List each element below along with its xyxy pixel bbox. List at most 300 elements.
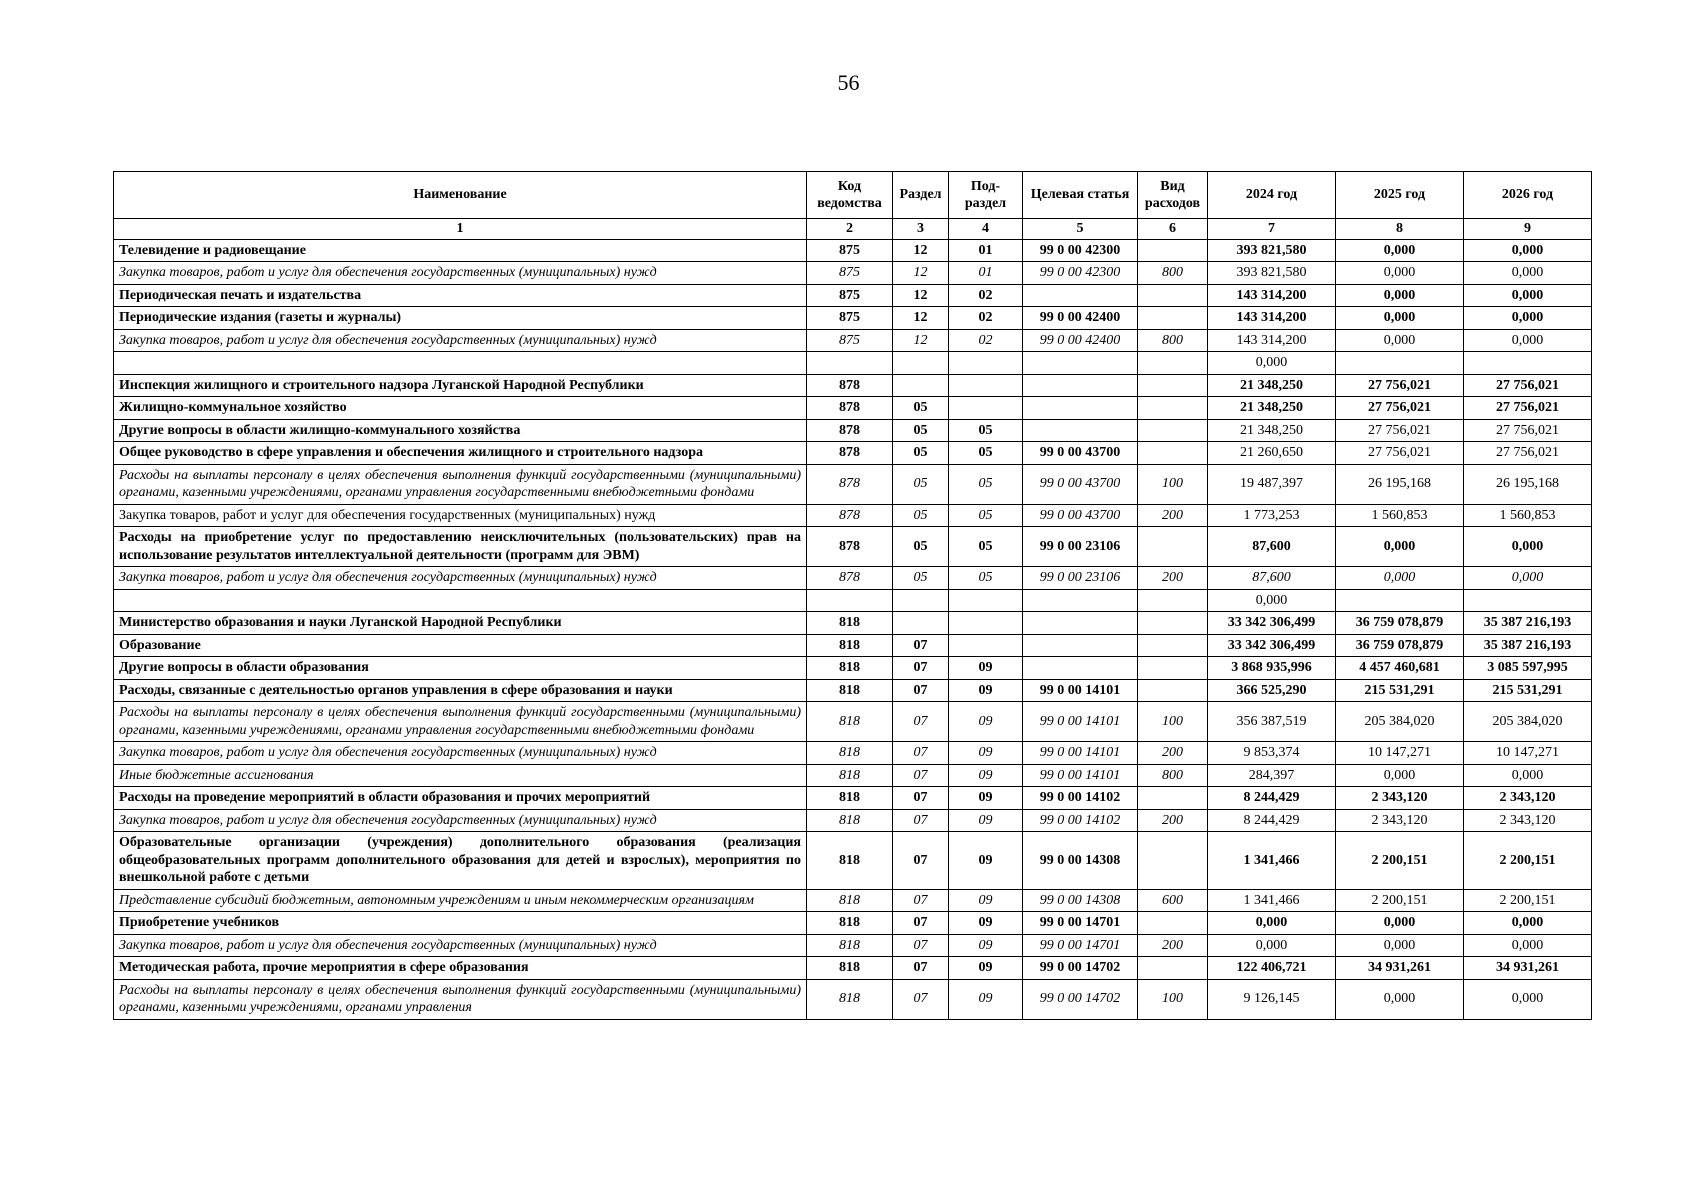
cell-2026: 0,000 [1464, 329, 1592, 352]
cell-2026: 215 531,291 [1464, 679, 1592, 702]
cell-2024: 0,000 [1208, 934, 1336, 957]
cell-subsection: 05 [949, 442, 1023, 465]
cell-name: Закупка товаров, работ и услуг для обеспечения государственных (муниципальных) нужд [114, 567, 807, 590]
cell-name: Общее руководство в сфере управления и обеспечения жилищного и строительного надзора [114, 442, 807, 465]
cell-name: Инспекция жилищного и строительного надзора Луганской Народной Республики [114, 374, 807, 397]
cell-type [1138, 679, 1208, 702]
cell-subsection: 09 [949, 889, 1023, 912]
cell-target: 99 0 00 14101 [1023, 702, 1138, 742]
cell-2024: 143 314,200 [1208, 307, 1336, 330]
cell-code: 878 [807, 442, 893, 465]
cell-subsection: 02 [949, 329, 1023, 352]
cell-name: Расходы на проведение мероприятий в области образования и прочих мероприятий [114, 787, 807, 810]
cell-2025: 0,000 [1336, 262, 1464, 285]
cell-code: 878 [807, 567, 893, 590]
cell-code: 878 [807, 504, 893, 527]
cell-type [1138, 912, 1208, 935]
header-subsection: Под-раздел [949, 172, 1023, 219]
cell-section: 05 [893, 442, 949, 465]
cell-section: 07 [893, 679, 949, 702]
cell-2024: 393 821,580 [1208, 239, 1336, 262]
cell-target: 99 0 00 14101 [1023, 764, 1138, 787]
cell-target: 99 0 00 42300 [1023, 262, 1138, 285]
cell-subsection: 05 [949, 419, 1023, 442]
cell-name: Расходы на выплаты персоналу в целях обеспечения выполнения функций государственными (муниципальными) органами, казенными учреждениями, органами управления государственными внебюджетными фондами [114, 702, 807, 742]
cell-name: Периодическая печать и издательства [114, 284, 807, 307]
cell-name: Расходы на приобретение услуг по предоставлению неисключительных (пользовательских) прав на использование результатов интеллектуальной деятельности (программ для ЭВМ) [114, 527, 807, 567]
header-num-8: 8 [1336, 219, 1464, 240]
cell-2026: 2 343,120 [1464, 787, 1592, 810]
table-row [114, 832, 1592, 890]
header-code: Код ведомства [807, 172, 893, 219]
cell-type: 200 [1138, 934, 1208, 957]
cell-section: 07 [893, 889, 949, 912]
table-row [114, 679, 1592, 702]
cell-2025: 0,000 [1336, 239, 1464, 262]
cell-subsection: 09 [949, 912, 1023, 935]
cell-2024: 33 342 306,499 [1208, 634, 1336, 657]
cell-2025: 0,000 [1336, 567, 1464, 590]
table-row [114, 912, 1592, 935]
cell-2026 [1464, 352, 1592, 375]
cell-2026 [1464, 589, 1592, 612]
table-row [114, 464, 1592, 504]
cell-type [1138, 352, 1208, 375]
cell-2026: 34 931,261 [1464, 957, 1592, 980]
cell-section: 07 [893, 787, 949, 810]
cell-2025: 0,000 [1336, 912, 1464, 935]
cell-target: 99 0 00 42400 [1023, 329, 1138, 352]
cell-2025: 2 343,120 [1336, 809, 1464, 832]
cell-target: 99 0 00 14702 [1023, 979, 1138, 1019]
header-2025: 2025 год [1336, 172, 1464, 219]
cell-2026: 0,000 [1464, 239, 1592, 262]
cell-2024: 1 341,466 [1208, 832, 1336, 890]
cell-target: 99 0 00 43700 [1023, 464, 1138, 504]
cell-name: Расходы на выплаты персоналу в целях обеспечения выполнения функций государственными (муниципальными) органами, казенными учреждениями, органами управления [114, 979, 807, 1019]
cell-2025: 10 147,271 [1336, 742, 1464, 765]
cell-type [1138, 527, 1208, 567]
header-section: Раздел [893, 172, 949, 219]
cell-type [1138, 374, 1208, 397]
cell-subsection: 01 [949, 262, 1023, 285]
cell-target [1023, 612, 1138, 635]
cell-section: 05 [893, 464, 949, 504]
cell-2024: 87,600 [1208, 567, 1336, 590]
cell-2025: 0,000 [1336, 764, 1464, 787]
cell-2026: 0,000 [1464, 764, 1592, 787]
table-row [114, 442, 1592, 465]
cell-section: 05 [893, 504, 949, 527]
cell-code: 875 [807, 307, 893, 330]
cell-name: Периодические издания (газеты и журналы) [114, 307, 807, 330]
header-num-2: 2 [807, 219, 893, 240]
cell-2026: 27 756,021 [1464, 374, 1592, 397]
header-2024: 2024 год [1208, 172, 1336, 219]
table-row [114, 284, 1592, 307]
cell-type: 800 [1138, 329, 1208, 352]
table-row [114, 419, 1592, 442]
cell-target: 99 0 00 23106 [1023, 527, 1138, 567]
cell-2024: 19 487,397 [1208, 464, 1336, 504]
cell-subsection: 09 [949, 979, 1023, 1019]
table-body [114, 239, 1592, 1019]
cell-type: 800 [1138, 764, 1208, 787]
cell-name: Представление субсидий бюджетным, автономным учреждениям и иным некоммерческим организациям [114, 889, 807, 912]
cell-subsection [949, 397, 1023, 420]
table-row [114, 329, 1592, 352]
cell-section: 07 [893, 702, 949, 742]
table-row [114, 702, 1592, 742]
cell-2026: 0,000 [1464, 307, 1592, 330]
table-row [114, 787, 1592, 810]
cell-target [1023, 657, 1138, 680]
cell-type [1138, 657, 1208, 680]
cell-2024: 393 821,580 [1208, 262, 1336, 285]
cell-2026: 27 756,021 [1464, 419, 1592, 442]
cell-section: 07 [893, 832, 949, 890]
cell-code: 818 [807, 912, 893, 935]
cell-2025: 2 343,120 [1336, 787, 1464, 810]
cell-target [1023, 589, 1138, 612]
cell-type [1138, 239, 1208, 262]
cell-2026: 2 200,151 [1464, 832, 1592, 890]
cell-code: 878 [807, 419, 893, 442]
cell-target: 99 0 00 14701 [1023, 934, 1138, 957]
cell-2025 [1336, 589, 1464, 612]
cell-2024: 356 387,519 [1208, 702, 1336, 742]
header-num-5: 5 [1023, 219, 1138, 240]
cell-section: 07 [893, 957, 949, 980]
cell-section [893, 589, 949, 612]
cell-section: 12 [893, 307, 949, 330]
cell-target: 99 0 00 14101 [1023, 742, 1138, 765]
cell-name: Расходы, связанные с деятельностью органов управления в сфере образования и науки [114, 679, 807, 702]
table-row [114, 352, 1592, 375]
table-row [114, 239, 1592, 262]
header-2026: 2026 год [1464, 172, 1592, 219]
header-type: Вид расходов [1138, 172, 1208, 219]
cell-type [1138, 787, 1208, 810]
cell-type [1138, 284, 1208, 307]
cell-code: 878 [807, 464, 893, 504]
cell-2024: 9 126,145 [1208, 979, 1336, 1019]
cell-name: Закупка товаров, работ и услуг для обеспечения государственных (муниципальных) нужд [114, 262, 807, 285]
cell-code: 818 [807, 742, 893, 765]
cell-subsection: 09 [949, 657, 1023, 680]
cell-section: 12 [893, 262, 949, 285]
cell-2026: 2 200,151 [1464, 889, 1592, 912]
cell-target [1023, 352, 1138, 375]
cell-2025: 26 195,168 [1336, 464, 1464, 504]
cell-section: 12 [893, 329, 949, 352]
cell-code: 818 [807, 764, 893, 787]
cell-2024: 3 868 935,996 [1208, 657, 1336, 680]
cell-2026: 10 147,271 [1464, 742, 1592, 765]
table-row [114, 527, 1592, 567]
cell-type [1138, 589, 1208, 612]
cell-name: Другие вопросы в области жилищно-коммунального хозяйства [114, 419, 807, 442]
cell-2025: 0,000 [1336, 527, 1464, 567]
cell-subsection: 09 [949, 742, 1023, 765]
cell-target: 99 0 00 42400 [1023, 307, 1138, 330]
cell-code: 818 [807, 634, 893, 657]
cell-code: 818 [807, 787, 893, 810]
table-row [114, 374, 1592, 397]
table-row [114, 889, 1592, 912]
cell-2024: 21 348,250 [1208, 397, 1336, 420]
cell-type: 100 [1138, 979, 1208, 1019]
cell-section: 12 [893, 284, 949, 307]
cell-2026: 0,000 [1464, 979, 1592, 1019]
cell-section: 07 [893, 912, 949, 935]
table-row [114, 809, 1592, 832]
cell-2026: 0,000 [1464, 934, 1592, 957]
cell-name: Образовательные организации (учреждения) дополнительного образования (реализация общеобразовательных программ дополнительного образования для детей и взрослых), мероприятия по внешкольной работе с детьми [114, 832, 807, 890]
cell-subsection: 09 [949, 679, 1023, 702]
cell-type: 600 [1138, 889, 1208, 912]
cell-code: 818 [807, 979, 893, 1019]
cell-code: 878 [807, 374, 893, 397]
cell-2025: 1 560,853 [1336, 504, 1464, 527]
table-row [114, 764, 1592, 787]
cell-2024: 1 773,253 [1208, 504, 1336, 527]
cell-code: 818 [807, 934, 893, 957]
cell-code: 875 [807, 329, 893, 352]
cell-2024: 284,397 [1208, 764, 1336, 787]
cell-type [1138, 612, 1208, 635]
cell-code: 818 [807, 957, 893, 980]
cell-name: Образование [114, 634, 807, 657]
cell-2025: 36 759 078,879 [1336, 612, 1464, 635]
cell-name: Методическая работа, прочие мероприятия в сфере образования [114, 957, 807, 980]
cell-target [1023, 284, 1138, 307]
cell-2026: 35 387 216,193 [1464, 612, 1592, 635]
cell-2024: 143 314,200 [1208, 284, 1336, 307]
cell-type [1138, 442, 1208, 465]
cell-target: 99 0 00 14102 [1023, 809, 1138, 832]
cell-target: 99 0 00 42300 [1023, 239, 1138, 262]
cell-type: 200 [1138, 809, 1208, 832]
cell-target [1023, 634, 1138, 657]
cell-name: Закупка товаров, работ и услуг для обеспечения государственных (муниципальных) нужд [114, 329, 807, 352]
cell-section: 12 [893, 239, 949, 262]
cell-code: 878 [807, 397, 893, 420]
cell-2026: 1 560,853 [1464, 504, 1592, 527]
cell-name: Иные бюджетные ассигнования [114, 764, 807, 787]
cell-code: 818 [807, 889, 893, 912]
cell-2025: 0,000 [1336, 307, 1464, 330]
cell-2024: 1 341,466 [1208, 889, 1336, 912]
cell-subsection [949, 612, 1023, 635]
cell-type: 800 [1138, 262, 1208, 285]
table-row [114, 589, 1592, 612]
cell-2024: 9 853,374 [1208, 742, 1336, 765]
cell-subsection [949, 634, 1023, 657]
cell-code: 875 [807, 284, 893, 307]
cell-type [1138, 832, 1208, 890]
table-row [114, 504, 1592, 527]
cell-subsection: 02 [949, 284, 1023, 307]
header-num-1: 1 [114, 219, 807, 240]
cell-target: 99 0 00 14101 [1023, 679, 1138, 702]
cell-2024: 21 348,250 [1208, 374, 1336, 397]
cell-2025: 34 931,261 [1336, 957, 1464, 980]
cell-subsection: 05 [949, 527, 1023, 567]
cell-section: 07 [893, 634, 949, 657]
cell-name: Телевидение и радиовещание [114, 239, 807, 262]
cell-code: 818 [807, 657, 893, 680]
cell-code: 818 [807, 809, 893, 832]
table-row [114, 934, 1592, 957]
cell-name: Закупка товаров, работ и услуг для обеспечения государственных (муниципальных) нужд [114, 504, 807, 527]
cell-subsection: 09 [949, 702, 1023, 742]
cell-type: 200 [1138, 567, 1208, 590]
cell-subsection: 09 [949, 809, 1023, 832]
cell-2026: 27 756,021 [1464, 442, 1592, 465]
cell-2024: 8 244,429 [1208, 809, 1336, 832]
cell-2024: 21 348,250 [1208, 419, 1336, 442]
cell-type: 100 [1138, 464, 1208, 504]
cell-section: 07 [893, 934, 949, 957]
cell-type [1138, 397, 1208, 420]
cell-2025: 215 531,291 [1336, 679, 1464, 702]
cell-type: 200 [1138, 742, 1208, 765]
cell-type [1138, 307, 1208, 330]
cell-2024: 0,000 [1208, 912, 1336, 935]
cell-2025: 205 384,020 [1336, 702, 1464, 742]
page-number: 56 [837, 70, 860, 95]
cell-name: Приобретение учебников [114, 912, 807, 935]
table-row [114, 634, 1592, 657]
table-row [114, 307, 1592, 330]
cell-name: Расходы на выплаты персоналу в целях обеспечения выполнения функций государственными (муниципальными) органами, казенными учреждениями, органами управления государственными внебюджетными фондами [114, 464, 807, 504]
cell-section: 07 [893, 742, 949, 765]
table-row [114, 657, 1592, 680]
cell-type: 200 [1138, 504, 1208, 527]
header-num-6: 6 [1138, 219, 1208, 240]
header-name: Наименование [114, 172, 807, 219]
cell-section: 07 [893, 657, 949, 680]
cell-type [1138, 634, 1208, 657]
cell-name: Закупка товаров, работ и услуг для обеспечения государственных (муниципальных) нужд [114, 809, 807, 832]
cell-subsection: 09 [949, 934, 1023, 957]
cell-subsection [949, 589, 1023, 612]
cell-target [1023, 419, 1138, 442]
cell-code: 875 [807, 262, 893, 285]
cell-name: Закупка товаров, работ и услуг для обеспечения государственных (муниципальных) нужд [114, 934, 807, 957]
cell-section: 07 [893, 979, 949, 1019]
cell-target: 99 0 00 14308 [1023, 889, 1138, 912]
cell-2026: 0,000 [1464, 912, 1592, 935]
cell-code [807, 352, 893, 375]
cell-2025: 27 756,021 [1336, 442, 1464, 465]
cell-2025: 2 200,151 [1336, 832, 1464, 890]
cell-target: 99 0 00 14702 [1023, 957, 1138, 980]
cell-2026: 0,000 [1464, 567, 1592, 590]
cell-2025: 36 759 078,879 [1336, 634, 1464, 657]
cell-code: 818 [807, 702, 893, 742]
table-row [114, 262, 1592, 285]
cell-target: 99 0 00 23106 [1023, 567, 1138, 590]
cell-2026: 0,000 [1464, 284, 1592, 307]
cell-code [807, 589, 893, 612]
cell-code: 875 [807, 239, 893, 262]
header-target: Целевая статья [1023, 172, 1138, 219]
cell-2024: 8 244,429 [1208, 787, 1336, 810]
cell-type [1138, 957, 1208, 980]
cell-2025: 2 200,151 [1336, 889, 1464, 912]
cell-subsection [949, 352, 1023, 375]
cell-target: 99 0 00 14308 [1023, 832, 1138, 890]
cell-2026: 0,000 [1464, 262, 1592, 285]
header-num-3: 3 [893, 219, 949, 240]
cell-2025: 0,000 [1336, 329, 1464, 352]
cell-section [893, 374, 949, 397]
cell-2026: 2 343,120 [1464, 809, 1592, 832]
cell-2024: 143 314,200 [1208, 329, 1336, 352]
cell-section: 07 [893, 764, 949, 787]
cell-section: 07 [893, 809, 949, 832]
cell-name [114, 352, 807, 375]
cell-code: 878 [807, 527, 893, 567]
header-num-9: 9 [1464, 219, 1592, 240]
cell-2025: 4 457 460,681 [1336, 657, 1464, 680]
cell-target [1023, 397, 1138, 420]
cell-name: Жилищно-коммунальное хозяйство [114, 397, 807, 420]
cell-2024: 87,600 [1208, 527, 1336, 567]
cell-type [1138, 419, 1208, 442]
cell-2026: 35 387 216,193 [1464, 634, 1592, 657]
cell-code: 818 [807, 612, 893, 635]
cell-subsection: 05 [949, 504, 1023, 527]
cell-2025 [1336, 352, 1464, 375]
cell-2026: 27 756,021 [1464, 397, 1592, 420]
cell-2025: 0,000 [1336, 284, 1464, 307]
budget-table [113, 171, 1592, 1020]
cell-target [1023, 374, 1138, 397]
cell-2025: 27 756,021 [1336, 374, 1464, 397]
cell-section: 05 [893, 567, 949, 590]
cell-target: 99 0 00 43700 [1023, 504, 1138, 527]
cell-subsection: 09 [949, 957, 1023, 980]
cell-subsection: 09 [949, 832, 1023, 890]
table-header [114, 172, 1592, 240]
table-row [114, 742, 1592, 765]
table-row [114, 397, 1592, 420]
header-num-4: 4 [949, 219, 1023, 240]
header-num-7: 7 [1208, 219, 1336, 240]
cell-section: 05 [893, 419, 949, 442]
table-row [114, 612, 1592, 635]
cell-name: Другие вопросы в области образования [114, 657, 807, 680]
cell-2026: 26 195,168 [1464, 464, 1592, 504]
cell-section [893, 352, 949, 375]
cell-2024: 122 406,721 [1208, 957, 1336, 980]
table-row [114, 979, 1592, 1019]
cell-2025: 0,000 [1336, 979, 1464, 1019]
cell-target: 99 0 00 43700 [1023, 442, 1138, 465]
cell-subsection: 09 [949, 787, 1023, 810]
cell-section [893, 612, 949, 635]
cell-subsection [949, 374, 1023, 397]
cell-2025: 27 756,021 [1336, 397, 1464, 420]
cell-2024: 21 260,650 [1208, 442, 1336, 465]
cell-2024: 0,000 [1208, 352, 1336, 375]
cell-subsection: 02 [949, 307, 1023, 330]
cell-subsection: 05 [949, 464, 1023, 504]
cell-subsection: 05 [949, 567, 1023, 590]
